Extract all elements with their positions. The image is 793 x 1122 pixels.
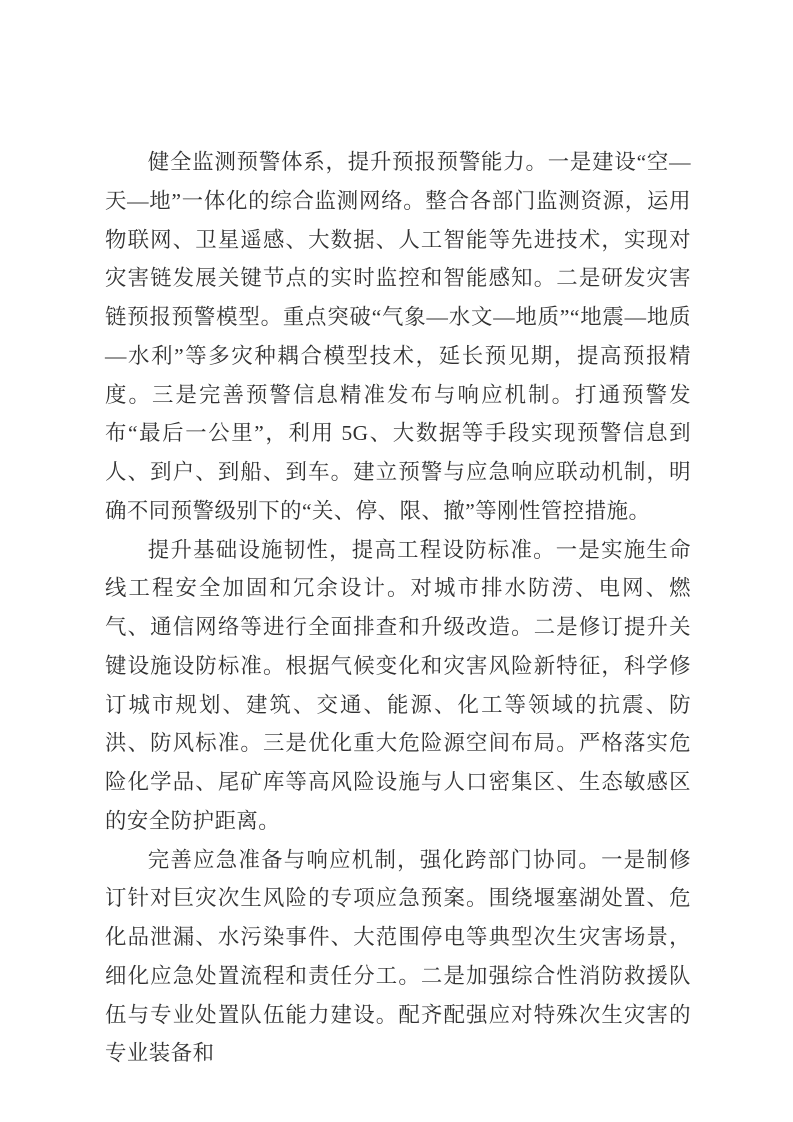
paragraph-infrastructure-resilience: 提升基础设施韧性，提高工程设防标准。一是实施生命线工程安全加固和冗余设计。对城市排水防涝、电网、燃气、通信网络等进行全面排查和升级改造。二是修订提升关键设施设防标准。根据气候变化和灾害风险新特征，科学修订城市规划、建筑、交通、能源、化工等领域的抗震、防洪、防风标准。三是优化重大危险源空间布局。严格落实危险化学品、尾矿库等高风险设施与人口密集区、生态敏感区的安全防护距离。 [105, 537, 691, 833]
paragraph-monitoring-warning-system: 健全监测预警体系，提升预报预警能力。一是建设“空—天—地”一体化的综合监测网络。整合各部门监测资源，运用物联网、卫星遥感、大数据、人工智能等先进技术，实现对灾害链发展关键节点的实时监控和智能感知。二是研发灾害链预报预警模型。重点突破“气象—水文—地质”“地震—地质—水利”等多灾种耦合模型技术，延长预见期，提高预报精度。三是完善预警信息精准发布与响应机制。打通预警发布“最后一公里”，利用 5G、大数据等手段实现预警信息到人、到户、到船、到车。建立预警与应急响应联动机制，明确不同预警级别下的“关、停、限、撤”等刚性管控措施。 [105, 150, 691, 523]
document-body [105, 143, 691, 1073]
paragraph-emergency-preparedness: 完善应急准备与响应机制，强化跨部门协同。一是制修订针对巨灾次生风险的专项应急预案。围绕堰塞湖处置、危化品泄漏、水污染事件、大范围停电等典型次生灾害场景，细化应急处置流程和责任分工。二是加强综合性消防救援队伍与专业处置队伍能力建设。配齐配强应对特殊次生灾害的专业装备和 [105, 847, 691, 1066]
